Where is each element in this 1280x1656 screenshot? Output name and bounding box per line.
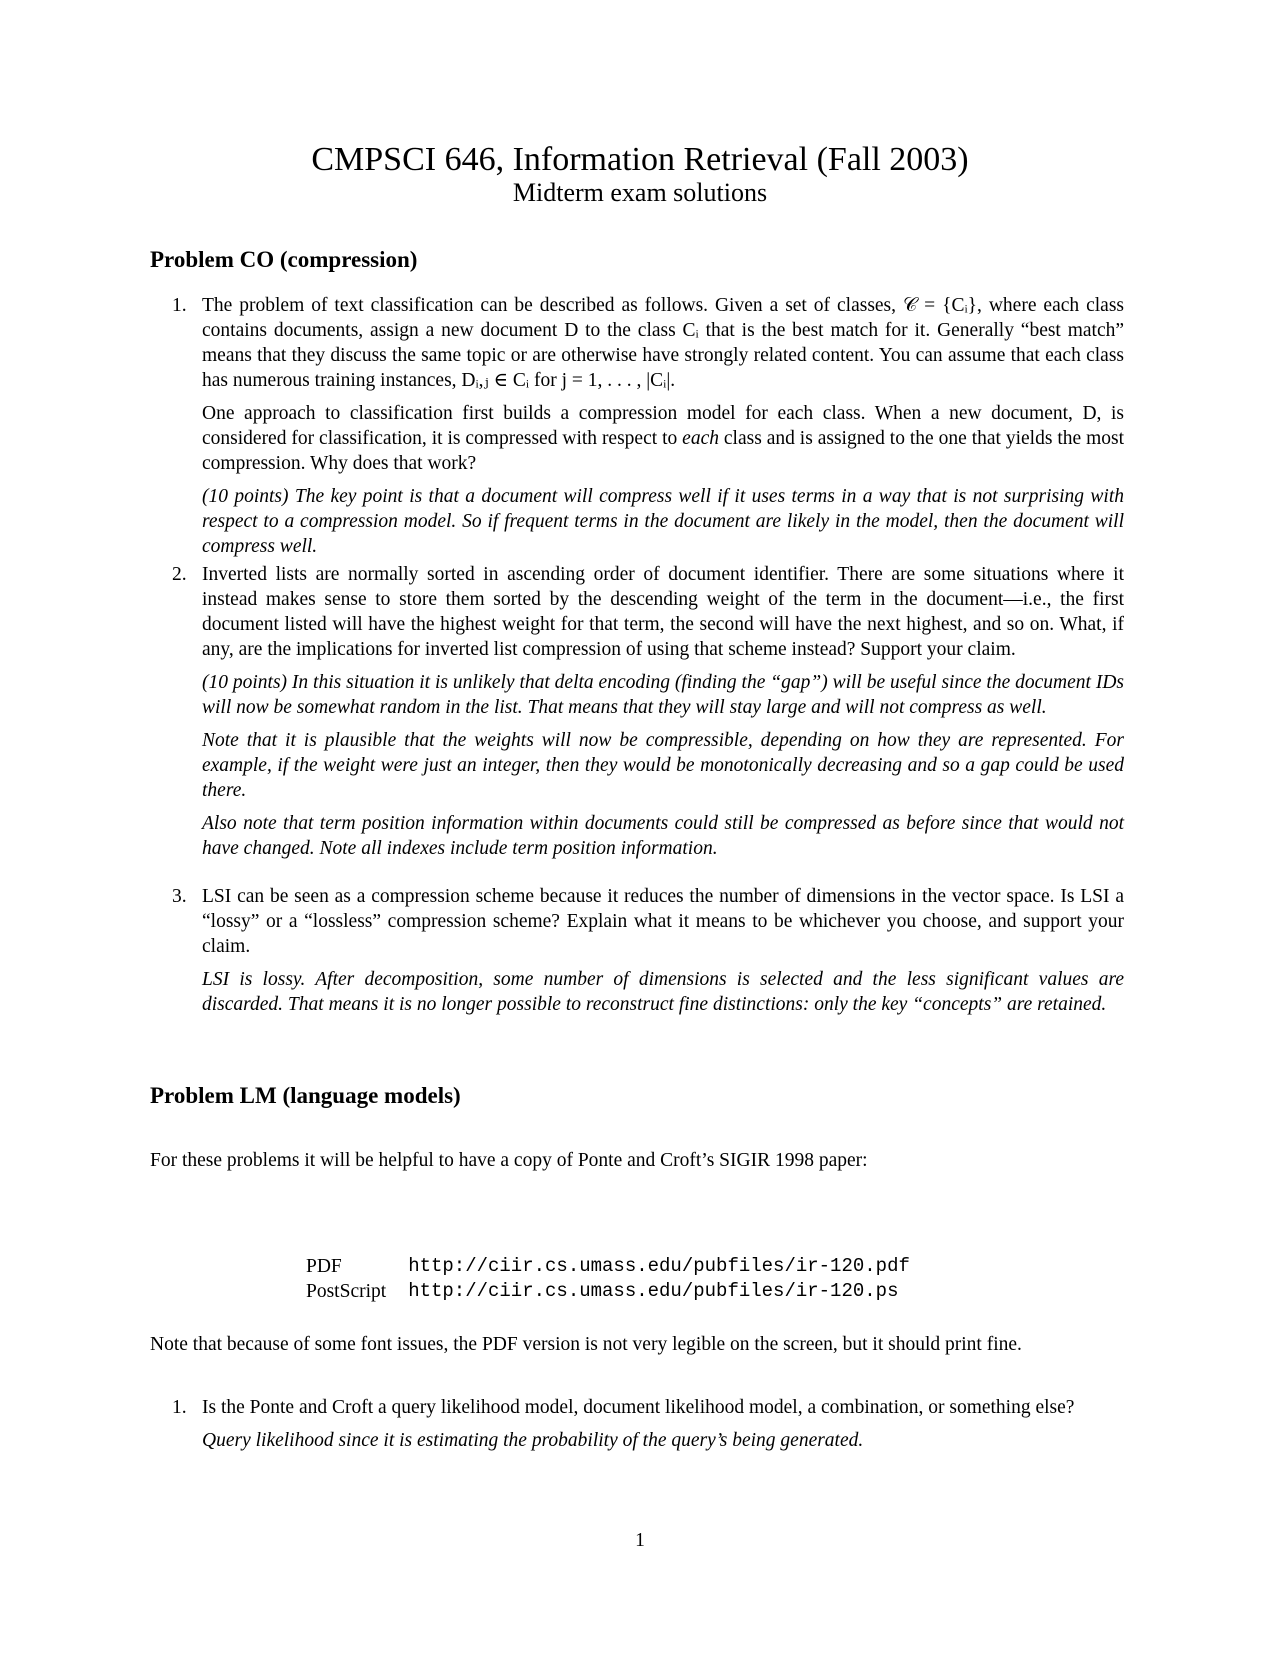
section-heading-language-models: Problem LM (language models) [150, 1083, 461, 1108]
question-text-part: One approach to classification first builds a compression model for each class. When a new document, D, is considered for classification, it is compressed with respect to [202, 403, 1124, 449]
answer-text: LSI is lossy. After decomposition, some number of dimensions is selected and the less significant values are discarded. That means it is no longer possible to reconstruct fine distinctions: only the key “concepts” are retained. [202, 969, 1124, 1015]
emphasis-text: each [682, 428, 719, 449]
answer-text: (10 points) In this situation it is unlikely that delta encoding (finding the “gap”) will be useful since the document IDs will now be somewhat random in the list. That means that they will stay large and will not compress as well. [202, 672, 1124, 718]
link-label: PostScript [306, 1281, 387, 1302]
answer-text: (10 points) The key point is that a document will compress well if it uses terms in a way that is not surprising with respect to a compression model. So if frequent terms in the document are likely in the model, then the document will compress well. [202, 486, 1124, 557]
question-text: The problem of text classification can be described as follows. Given a set of classes, 𝒞 = {Cᵢ}, where each class contains documents, assign a new document D to the class Cᵢ that is the best match for it. Generally “best match” means that they discuss the same topic or are otherwise have strongly related content. You can assume that each class has numerous training instances, Dᵢ,ⱼ ∈ Cᵢ for j = 1, . . . , |Cᵢ|. [202, 295, 1124, 391]
section-heading-compression: Problem CO (compression) [150, 247, 418, 272]
document-title: CMPSCI 646, Information Retrieval (Fall 2003) [311, 141, 969, 178]
question-text: Inverted lists are normally sorted in ascending order of document identifier. There are some situations where it instead makes sense to store them sorted by the descending weight of the term in the document—i.e., the first document listed will have the highest weight for that term, the second will have the next highest, and so on. What, if any, are the implications for inverted list compression of using that scheme instead? Support your claim. [202, 564, 1124, 660]
question-text: Is the Ponte and Croft a query likelihood model, document likelihood model, a combination, or something else? [202, 1397, 1075, 1418]
link-label: PDF [306, 1256, 342, 1277]
co-item-3 [202, 884, 1124, 1025]
postscript-link[interactable]: http://ciir.cs.umass.edu/pubfiles/ir-120.ps [408, 1280, 899, 1302]
answer-text: Note that it is plausible that the weights will now be compressible, depending on how they are represented. For example, if the weight were just an integer, then they would be monotonically decreasing and so a gap could be used there. [202, 730, 1124, 801]
answer-text: Query likelihood since it is estimating the probability of the query’s being generated. [202, 1430, 864, 1451]
lm-note: Note that because of some font issues, the PDF version is not very legible on the screen, but it should print fine. [150, 1334, 1022, 1355]
question-text: LSI can be seen as a compression scheme because it reduces the number of dimensions in the vector space. Is LSI a “lossy” or a “lossless” compression scheme? Explain what it means to be whichever you choose, and support your claim. [202, 886, 1124, 957]
answer-text: Also note that term position information within documents could still be compressed as before since that would not have changed. Note all indexes include term position information. [202, 813, 1124, 859]
question-text-part: class and is assigned to the one that yields the most compression. Why does that work? [202, 428, 1125, 474]
paper-links-table [306, 1254, 910, 1304]
item-number: 3. [172, 886, 187, 907]
link-row [306, 1254, 910, 1279]
question-text [202, 401, 1124, 476]
co-item-1 [202, 293, 1124, 567]
lm-intro: For these problems it will be helpful to have a copy of Ponte and Croft’s SIGIR 1998 paper: [150, 1150, 868, 1171]
item-number: 1. [172, 295, 187, 316]
lm-item-1 [202, 1395, 1124, 1461]
link-row [306, 1279, 910, 1304]
co-item-2 [202, 562, 1124, 869]
pdf-link[interactable]: http://ciir.cs.umass.edu/pubfiles/ir-120.pdf [408, 1255, 910, 1277]
item-number: 1. [172, 1397, 187, 1418]
document-subtitle: Midterm exam solutions [512, 178, 768, 207]
page-number: 1 [635, 1530, 645, 1551]
item-number: 2. [172, 564, 187, 585]
